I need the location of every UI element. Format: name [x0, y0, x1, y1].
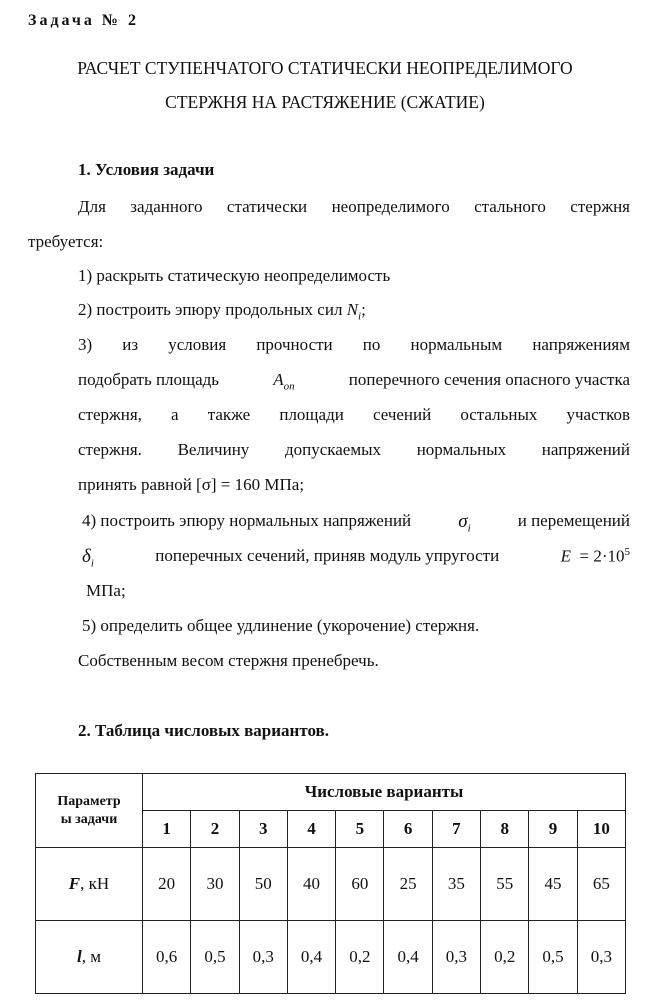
table-row [36, 848, 626, 921]
table-cell: 20 [143, 848, 191, 921]
table-cell: 30 [191, 848, 239, 921]
table-cell: 0,5 [191, 921, 239, 994]
table-cell: 35 [432, 848, 480, 921]
variant-number: 7 [432, 811, 480, 848]
item-2-text: 2) построить эпюру продольных сил [78, 300, 343, 319]
item-4-line-3: МПа; [86, 581, 126, 600]
section-1-title: 1. Условия задачи [78, 160, 215, 179]
sigma-symbol: $\sigma_i$ [458, 511, 471, 535]
n-subscript: i [358, 310, 362, 323]
item-3-line-4: стержня. Величину допускаемых нормальных напряжений [78, 440, 630, 459]
table-cell: 60 [336, 848, 384, 921]
table-cell: 0,3 [432, 921, 480, 994]
table-cell: 65 [577, 848, 625, 921]
item-3-line-2-a: подобрать площадь [78, 370, 220, 389]
task-number: Задача № 2 [28, 12, 139, 29]
variant-number: 3 [239, 811, 287, 848]
intro-line-2: требуется: [28, 232, 104, 251]
n-symbol: N [346, 300, 359, 319]
variant-number: 6 [384, 811, 432, 848]
param-header [36, 774, 143, 848]
item-4-line-1-b: и перемещений [517, 511, 630, 530]
item-2 [78, 300, 366, 322]
note: Собственным весом стержня пренебречь. [78, 651, 379, 670]
table-cell: 50 [239, 848, 287, 921]
item-4-line-2-a: поперечных сечений, приняв модуль упругости [155, 546, 500, 565]
variant-number: 10 [577, 811, 625, 848]
title-line-1: РАСЧЕТ СТУПЕНЧАТОГО СТАТИЧЕСКИ НЕОПРЕДЕЛИМОГО [77, 58, 573, 78]
a-op-symbol: $A_{оп}$ [273, 370, 295, 393]
table-cell: 0,3 [239, 921, 287, 994]
item-2-end: ; [361, 300, 366, 319]
item-1: 1) раскрыть статическую неопределимость [78, 266, 391, 285]
param-header-line-1: Параметр [57, 793, 121, 809]
row-label-force: F, кН [36, 848, 143, 921]
table-cell: 0,3 [577, 921, 625, 994]
delta-symbol: $\delta_i$ [82, 546, 94, 570]
item-5: 5) определить общее удлинение (укорочение) стержня. [82, 616, 480, 635]
item-4-line-2 [82, 546, 630, 569]
variant-number: 4 [287, 811, 335, 848]
table-cell: 0,5 [529, 921, 577, 994]
table-cell: 0,6 [143, 921, 191, 994]
variant-number: 8 [481, 811, 529, 848]
table-cell: 0,2 [336, 921, 384, 994]
table-cell: 25 [384, 848, 432, 921]
modulus-formula: $E = 2\cdot 10^5$ [560, 546, 630, 566]
table-cell: 0,4 [287, 921, 335, 994]
variant-number: 2 [191, 811, 239, 848]
intro-line-1: Для заданного статически неопределимого стального стержня [78, 197, 630, 216]
item-4-line-1 [82, 511, 630, 534]
variants-table [35, 773, 626, 994]
item-3-line-2-b: поперечного сечения опасного участка [348, 370, 630, 389]
table-cell: 0,4 [384, 921, 432, 994]
item-4-line-1-a: 4) построить эпюру нормальных напряжений [82, 511, 412, 530]
variants-group-header: Числовые варианты [143, 774, 626, 811]
item-3-line-5: принять равной [σ] = 160 МПа; [78, 475, 305, 494]
variant-number: 9 [529, 811, 577, 848]
section-2-title: 2. Таблица числовых вариантов. [78, 721, 329, 740]
table-cell: 55 [481, 848, 529, 921]
table-row [36, 921, 626, 994]
table-cell: 40 [287, 848, 335, 921]
variant-number: 5 [336, 811, 384, 848]
item-3-line-3: стержня, а также площади сечений остальных участков [78, 405, 630, 424]
table-cell: 0,2 [481, 921, 529, 994]
title-line-2: СТЕРЖНЯ НА РАСТЯЖЕНИЕ (СЖАТИЕ) [165, 92, 485, 112]
item-3-line-1: 3) из условия прочности по нормальным напряжениям [78, 335, 630, 354]
row-label-length: l, м [36, 921, 143, 994]
variant-number: 1 [143, 811, 191, 848]
param-header-line-2: ы задачи [60, 811, 118, 827]
item-3-line-2 [78, 370, 630, 392]
table-cell: 45 [529, 848, 577, 921]
